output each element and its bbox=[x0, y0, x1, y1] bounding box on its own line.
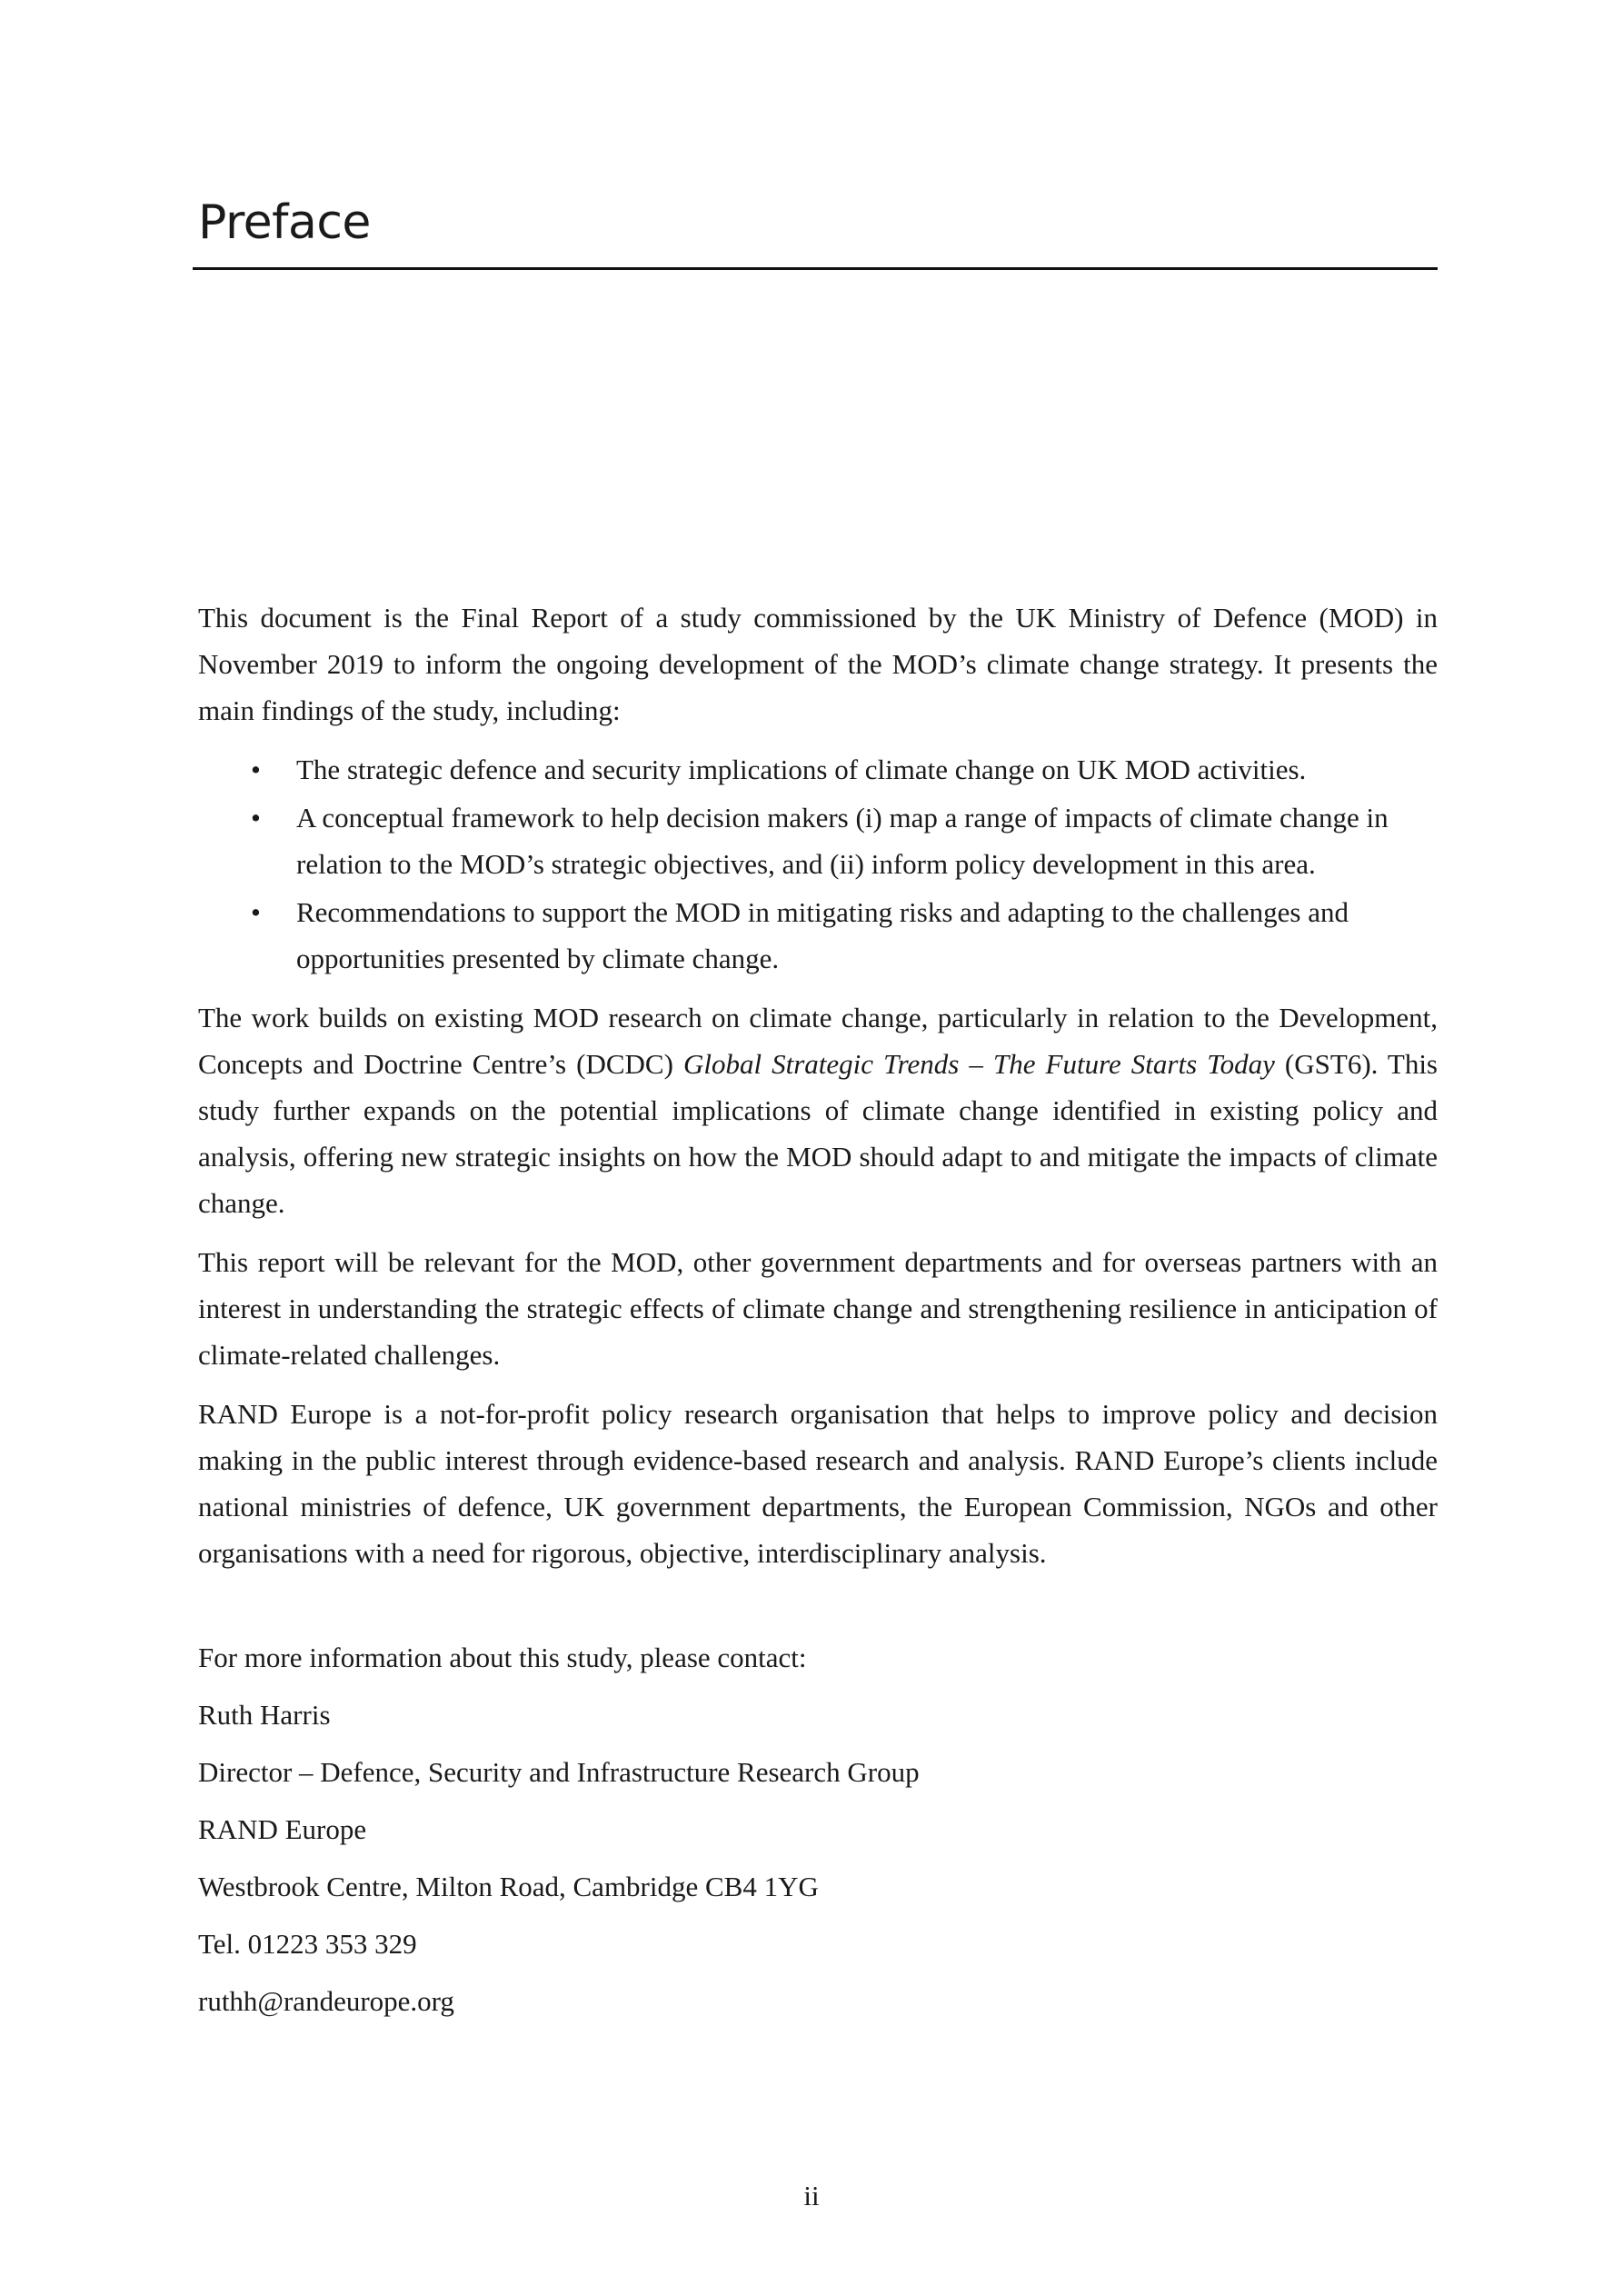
contact-role: Director – Defence, Security and Infrastructure Research Group bbox=[198, 1756, 920, 1788]
bullet-icon: • bbox=[251, 896, 261, 928]
contact-name: Ruth Harris bbox=[198, 1699, 331, 1731]
page-title: Preface bbox=[198, 195, 371, 250]
list-item-text: The strategic defence and security implications of climate change on UK MOD activities. bbox=[296, 754, 1307, 785]
contact-block bbox=[198, 1634, 1438, 2035]
organisation-paragraph: RAND Europe is a not-for-profit policy research organisation that helps to improve policy and decision making in the public interest through evidence-based research and analysis. RAND Europe’s clients include national ministries of defence, UK government departments, the European Commission, NGOs and other organisations with a need for rigorous, objective, interdisciplinary analysis. bbox=[198, 1398, 1438, 1569]
relevance-paragraph: This report will be relevant for the MOD, other government departments and for overseas partners with an interest in understanding the strategic effects of climate change and strengthening resilience in anticipation of climate-related challenges. bbox=[198, 1246, 1438, 1371]
contact-address: Westbrook Centre, Milton Road, Cambridge CB4 1YG bbox=[198, 1871, 819, 1902]
list-item-text: A conceptual framework to help decision makers (i) map a range of impacts of climate change in relation to the MOD’s strategic objectives, and (ii) inform policy development in this area. bbox=[296, 802, 1389, 880]
paragraph-text: The work builds on existing MOD research on climate change, particularly in relation to the Development, Concepts and Doctrine Centre’s (DCDC) bbox=[198, 1002, 1438, 1080]
list-item bbox=[251, 794, 1438, 887]
contact-organisation: RAND Europe bbox=[198, 1813, 367, 1845]
contact-phone: Tel. 01223 353 329 bbox=[198, 1928, 417, 1960]
intro-paragraph: This document is the Final Report of a study commissioned by the UK Ministry of Defence (MOD) in November 2019 to inform the ongoing development of the MOD’s climate change strategy. It presents the main findings of the study, including: bbox=[198, 602, 1438, 726]
bullet-icon: • bbox=[251, 802, 261, 834]
title-divider bbox=[193, 267, 1438, 270]
preface-body bbox=[198, 594, 1438, 1589]
findings-list bbox=[198, 746, 1438, 982]
bullet-icon: • bbox=[251, 754, 261, 785]
list-item bbox=[251, 889, 1438, 982]
paragraph-text: (GST6). This study further expands on the potential implications of climate change identified in existing policy and analysis, offering new strategic insights on how the MOD should adapt to and mitigate the impacts of climate change. bbox=[198, 1048, 1438, 1219]
list-item bbox=[251, 746, 1438, 793]
list-item-text: Recommendations to support the MOD in mitigating risks and adapting to the challenges and opportunities presented by climate change. bbox=[296, 896, 1349, 974]
contact-email: ruthh@randeurope.org bbox=[198, 1985, 454, 2017]
publication-title: Global Strategic Trends – The Future Starts Today bbox=[682, 1048, 1275, 1080]
page-number: ii bbox=[803, 2180, 820, 2211]
contact-intro: For more information about this study, please contact: bbox=[198, 1642, 807, 1673]
research-context-paragraph bbox=[198, 994, 1438, 1226]
